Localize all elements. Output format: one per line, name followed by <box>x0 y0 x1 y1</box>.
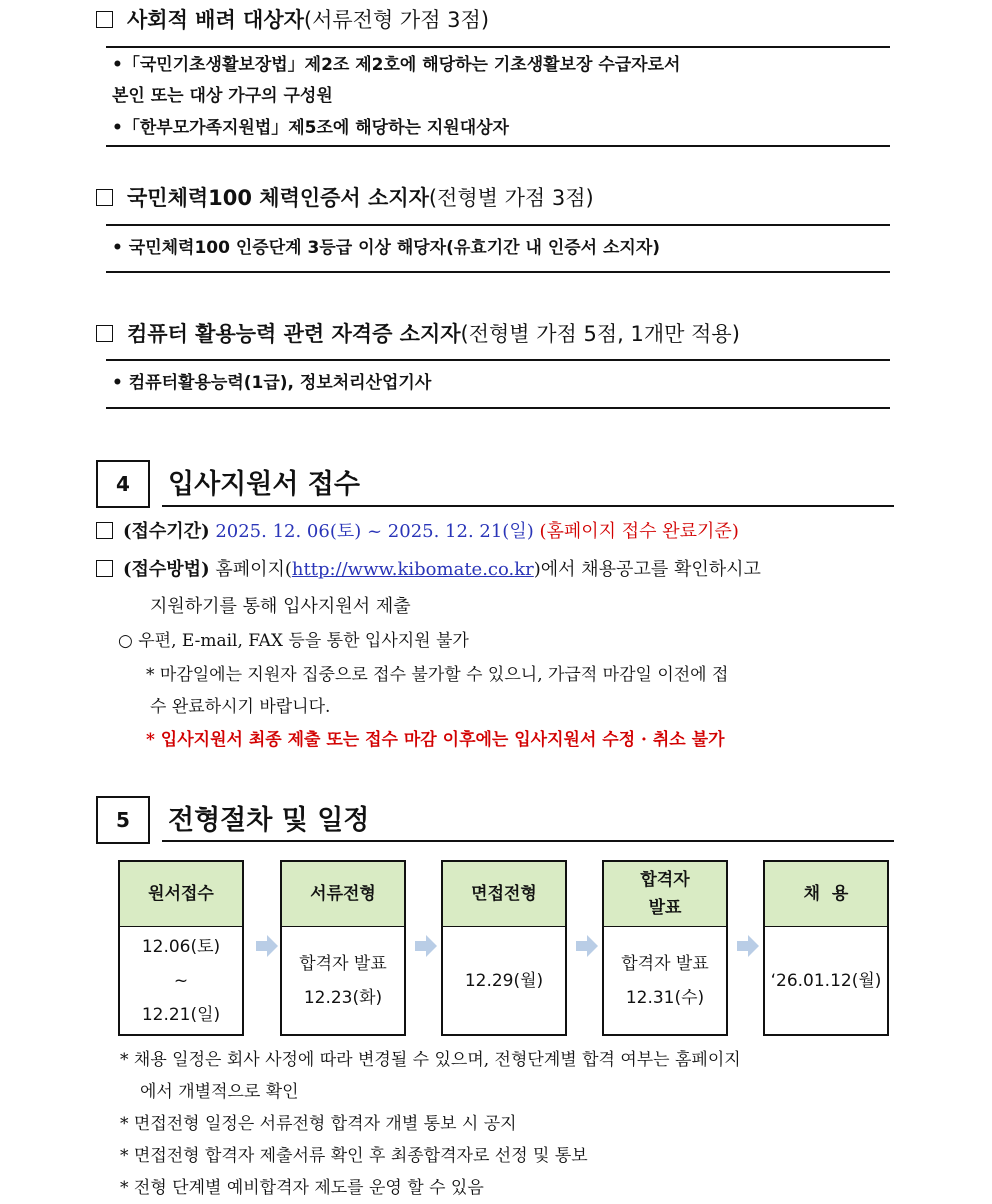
application-method: (접수방법) 홈페이지(http://www.kibomate.co.kr)에서 채용공고를 확인하시고 <box>96 557 761 583</box>
section-number-4: 4 <box>96 460 150 508</box>
divider <box>106 46 890 48</box>
section-title-application: 입사지원서 접수 <box>168 469 360 500</box>
arrow-right-icon <box>576 934 598 958</box>
application-period: (접수기간) 2025. 12. 06(토) ~ 2025. 12. 21(일) (홈페이지 접수 완료기준) <box>96 519 739 545</box>
stage-hiring <box>763 860 889 1036</box>
title-underline <box>162 505 894 507</box>
checkbox-icon <box>96 11 113 28</box>
stage-header: 면접전형 <box>443 862 565 927</box>
stage-application <box>118 860 244 1036</box>
stage-body: 12.29(월) <box>464 971 544 991</box>
stage-header: 원서접수 <box>120 862 242 927</box>
arrow-right-icon <box>256 934 278 958</box>
stage-body: 12.06(토) ~ 12.21(일) <box>141 937 221 1025</box>
stage-header: 서류전형 <box>282 862 404 927</box>
circle-item: ○ 우편, E-mail, FAX 등을 통한 입사지원 불가 <box>118 631 469 651</box>
schedule-note: 에서 개별적으로 확인 <box>140 1082 299 1102</box>
list-item: • 컴퓨터활용능력(1급), 정보처리산업기사 <box>112 373 432 393</box>
list-item: 본인 또는 대상 가구의 구성원 <box>112 86 333 106</box>
checkbox-icon <box>96 560 113 577</box>
arrow-right-icon <box>737 934 759 958</box>
note-text: 수 완료하시기 바랍니다. <box>150 697 331 717</box>
section-title-computer: 컴퓨터 활용능력 관련 자격증 소지자(전형별 가점 5점, 1개만 적용) <box>96 320 740 348</box>
list-item: •「국민기초생활보장법」제2조 제2호에 해당하는 기초생활보장 수급자로서 <box>112 55 681 75</box>
stage-header: 채 용 <box>765 862 887 927</box>
stage-final-announcement <box>602 860 728 1036</box>
checkbox-icon <box>96 189 113 206</box>
section-title-fitness: 국민체력100 체력인증서 소지자(전형별 가점 3점) <box>96 184 594 212</box>
application-method-line2: 지원하기를 통해 입사지원서 제출 <box>150 596 411 617</box>
stage-body: 합격자 발표 12.31(수) <box>621 954 709 1008</box>
stage-body: ‘26.01.12(월) <box>770 971 882 991</box>
schedule-note: * 면접전형 일정은 서류전형 합격자 개별 통보 시 공지 <box>120 1114 517 1134</box>
divider <box>106 359 890 361</box>
schedule-note: * 채용 일정은 회사 사정에 따라 변경될 수 있으며, 전형단계별 합격 여부는 홈페이지 <box>120 1050 741 1070</box>
stage-header: 합격자 발표 <box>604 862 726 927</box>
warning-note: * 입사지원서 최종 제출 또는 접수 마감 이후에는 입사지원서 수정 · 취소 불가 <box>146 730 725 750</box>
section-title-social: 사회적 배려 대상자(서류전형 가점 3점) <box>96 6 489 34</box>
divider <box>106 145 890 147</box>
checkbox-icon <box>96 522 113 539</box>
note-text: * 마감일에는 지원자 집중으로 접수 불가할 수 있으니, 가급적 마감일 이전에 접 <box>146 665 729 685</box>
homepage-link[interactable]: http://www.kibomate.co.kr <box>291 559 534 580</box>
stage-document-screening <box>280 860 406 1036</box>
divider <box>106 224 890 226</box>
list-item: •「한부모가족지원법」제5조에 해당하는 지원대상자 <box>112 118 509 138</box>
schedule-note: * 전형 단계별 예비합격자 제도를 운영 할 수 있음 <box>120 1178 484 1198</box>
divider <box>106 271 890 273</box>
stage-interview <box>441 860 567 1036</box>
schedule-note: * 면접전형 합격자 제출서류 확인 후 최종합격자로 선정 및 통보 <box>120 1146 588 1166</box>
arrow-right-icon <box>415 934 437 958</box>
divider <box>106 407 890 409</box>
checkbox-icon <box>96 325 113 342</box>
section-number-5: 5 <box>96 796 150 844</box>
stage-body: 합격자 발표 12.23(화) <box>299 954 387 1008</box>
title-underline <box>162 840 894 842</box>
list-item: • 국민체력100 인증단계 3등급 이상 해당자(유효기간 내 인증서 소지자) <box>112 238 661 258</box>
section-title-schedule: 전형절차 및 일정 <box>168 805 370 836</box>
